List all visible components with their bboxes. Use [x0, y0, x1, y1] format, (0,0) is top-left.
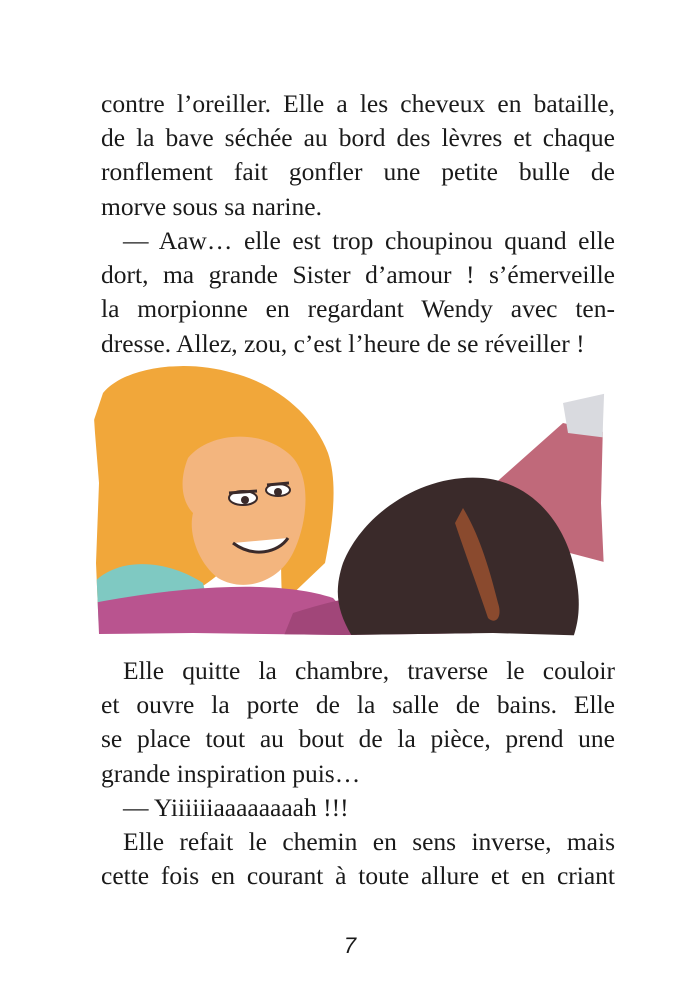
text-line: morve sous sa narine.	[101, 191, 322, 221]
text-line: — Yiiiiiiaaaaaaaah !!!	[123, 793, 349, 822]
text-line: dort, ma grande Sister d’amour ! s’émerveille	[101, 260, 615, 290]
paragraph-4	[101, 791, 615, 825]
paragraph-5	[101, 825, 615, 893]
text-line: cette fois en courant à toute allure et en criant	[101, 861, 615, 891]
text-line: — Aaw… elle est trop choupinou quand elle	[123, 226, 615, 255]
text-line: la morpionne en regardant Wendy avec ten-	[101, 294, 615, 324]
text-line: grande inspiration puis…	[101, 758, 361, 788]
text-line: Elle refait le chemin en sens inverse, mais	[123, 827, 615, 856]
story-illustration	[93, 363, 608, 638]
page-number: 7	[343, 933, 357, 958]
paragraph-1	[101, 87, 615, 224]
text-line: Elle quitte la chambre, traverse le couloir	[123, 656, 615, 685]
text-line: se place tout au bout de la pièce, prend une	[101, 724, 615, 754]
text-line: et ouvre la porte de la salle de bains. Elle	[101, 690, 615, 720]
text-line: dresse. Allez, zou, c’est l’heure de se réveiller !	[101, 328, 585, 358]
text-line: de la bave séchée au bord des lèvres et chaque	[101, 123, 615, 153]
text-line: contre l’oreiller. Elle a les cheveux en bataille,	[101, 89, 615, 118]
paragraph-2	[101, 224, 615, 361]
text-line: ronflement fait gonfler une petite bulle de	[101, 157, 615, 187]
paragraph-3	[101, 654, 615, 791]
